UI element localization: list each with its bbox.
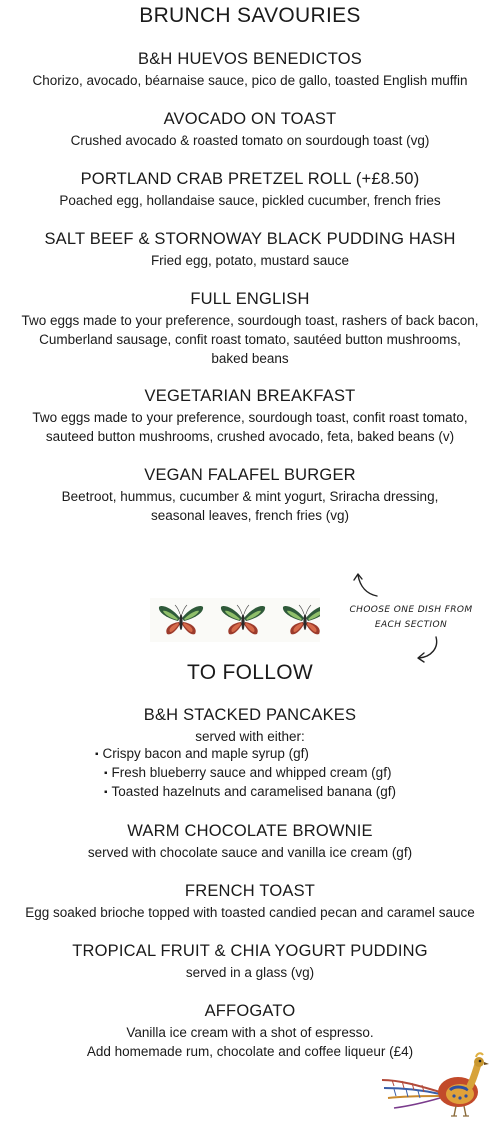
dish-name: FULL ENGLISH bbox=[190, 290, 310, 308]
dish-description-line: Beetroot, hummus, cucumber & mint yogurt, Sriracha dressing, bbox=[61, 489, 439, 504]
dish-name: AFFOGATO bbox=[204, 1002, 296, 1020]
dish-name: B&H STACKED PANCAKES bbox=[143, 706, 357, 724]
pheasant-icon bbox=[380, 1052, 490, 1120]
section-title-savouries: BRUNCH SAVOURIES bbox=[139, 4, 361, 27]
dish-name: SALT BEEF & STORNOWAY BLACK PUDDING HASH bbox=[44, 230, 456, 248]
dish-description: Crushed avocado & roasted tomato on sourdough toast (vg) bbox=[70, 133, 430, 148]
curved-arrow-icon bbox=[412, 634, 444, 664]
dish-description-line: seasonal leaves, french fries (vg) bbox=[150, 508, 350, 523]
pancake-option: ▪ Toasted hazelnuts and caramelised banana (gf) bbox=[104, 784, 396, 799]
dish-description-line: Two eggs made to your preference, sourdough toast, confit roast tomato, bbox=[32, 410, 468, 425]
section-title-follow: TO FOLLOW bbox=[187, 661, 313, 684]
dish-description: Poached egg, hollandaise sauce, pickled cucumber, french fries bbox=[59, 193, 441, 208]
pancake-option: ▪ Crispy bacon and maple syrup (gf) bbox=[95, 746, 309, 761]
dish-name: PORTLAND CRAB PRETZEL ROLL (+£8.50) bbox=[80, 170, 420, 188]
dish-description-line: baked beans bbox=[211, 351, 289, 366]
dish-description-line: Add homemade rum, chocolate and coffee liqueur (£4) bbox=[86, 1044, 414, 1059]
dish-name: B&H HUEVOS BENEDICTOS bbox=[138, 50, 362, 68]
dish-description: served with chocolate sauce and vanilla ice cream (gf) bbox=[87, 845, 413, 860]
curved-arrow-icon bbox=[351, 570, 381, 600]
instruction-note-line: CHOOSE ONE DISH FROM bbox=[349, 605, 473, 615]
butterfly-row bbox=[150, 598, 320, 642]
dish-name: TROPICAL FRUIT & CHIA YOGURT PUDDING bbox=[72, 942, 428, 960]
dish-description-line: Cumberland sausage, confit roast tomato, sautéed button mushrooms, bbox=[39, 332, 461, 347]
dish-description: served with either: bbox=[195, 729, 305, 744]
dish-description: Egg soaked brioche topped with toasted candied pecan and caramel sauce bbox=[25, 905, 475, 920]
dish-description-line: Vanilla ice cream with a shot of espresso. bbox=[126, 1025, 374, 1040]
dish-name: AVOCADO ON TOAST bbox=[163, 110, 337, 128]
dish-description: Fried egg, potato, mustard sauce bbox=[150, 253, 350, 268]
instruction-note-line: EACH SECTION bbox=[374, 620, 448, 630]
dish-description: served in a glass (vg) bbox=[185, 965, 315, 980]
dish-description: Chorizo, avocado, béarnaise sauce, pico de gallo, toasted English muffin bbox=[32, 73, 468, 88]
dish-name: WARM CHOCOLATE BROWNIE bbox=[127, 822, 373, 840]
dish-name: VEGAN FALAFEL BURGER bbox=[144, 466, 356, 484]
dish-name: FRENCH TOAST bbox=[184, 882, 316, 900]
dish-name: VEGETARIAN BREAKFAST bbox=[144, 387, 356, 405]
instruction-note bbox=[346, 603, 476, 633]
dish-description-line: Two eggs made to your preference, sourdough toast, rashers of back bacon, bbox=[21, 313, 479, 328]
dish-description-line: sauteed button mushrooms, crushed avocado, feta, baked beans (v) bbox=[45, 429, 455, 444]
pancake-option: ▪ Fresh blueberry sauce and whipped cream (gf) bbox=[104, 765, 391, 780]
